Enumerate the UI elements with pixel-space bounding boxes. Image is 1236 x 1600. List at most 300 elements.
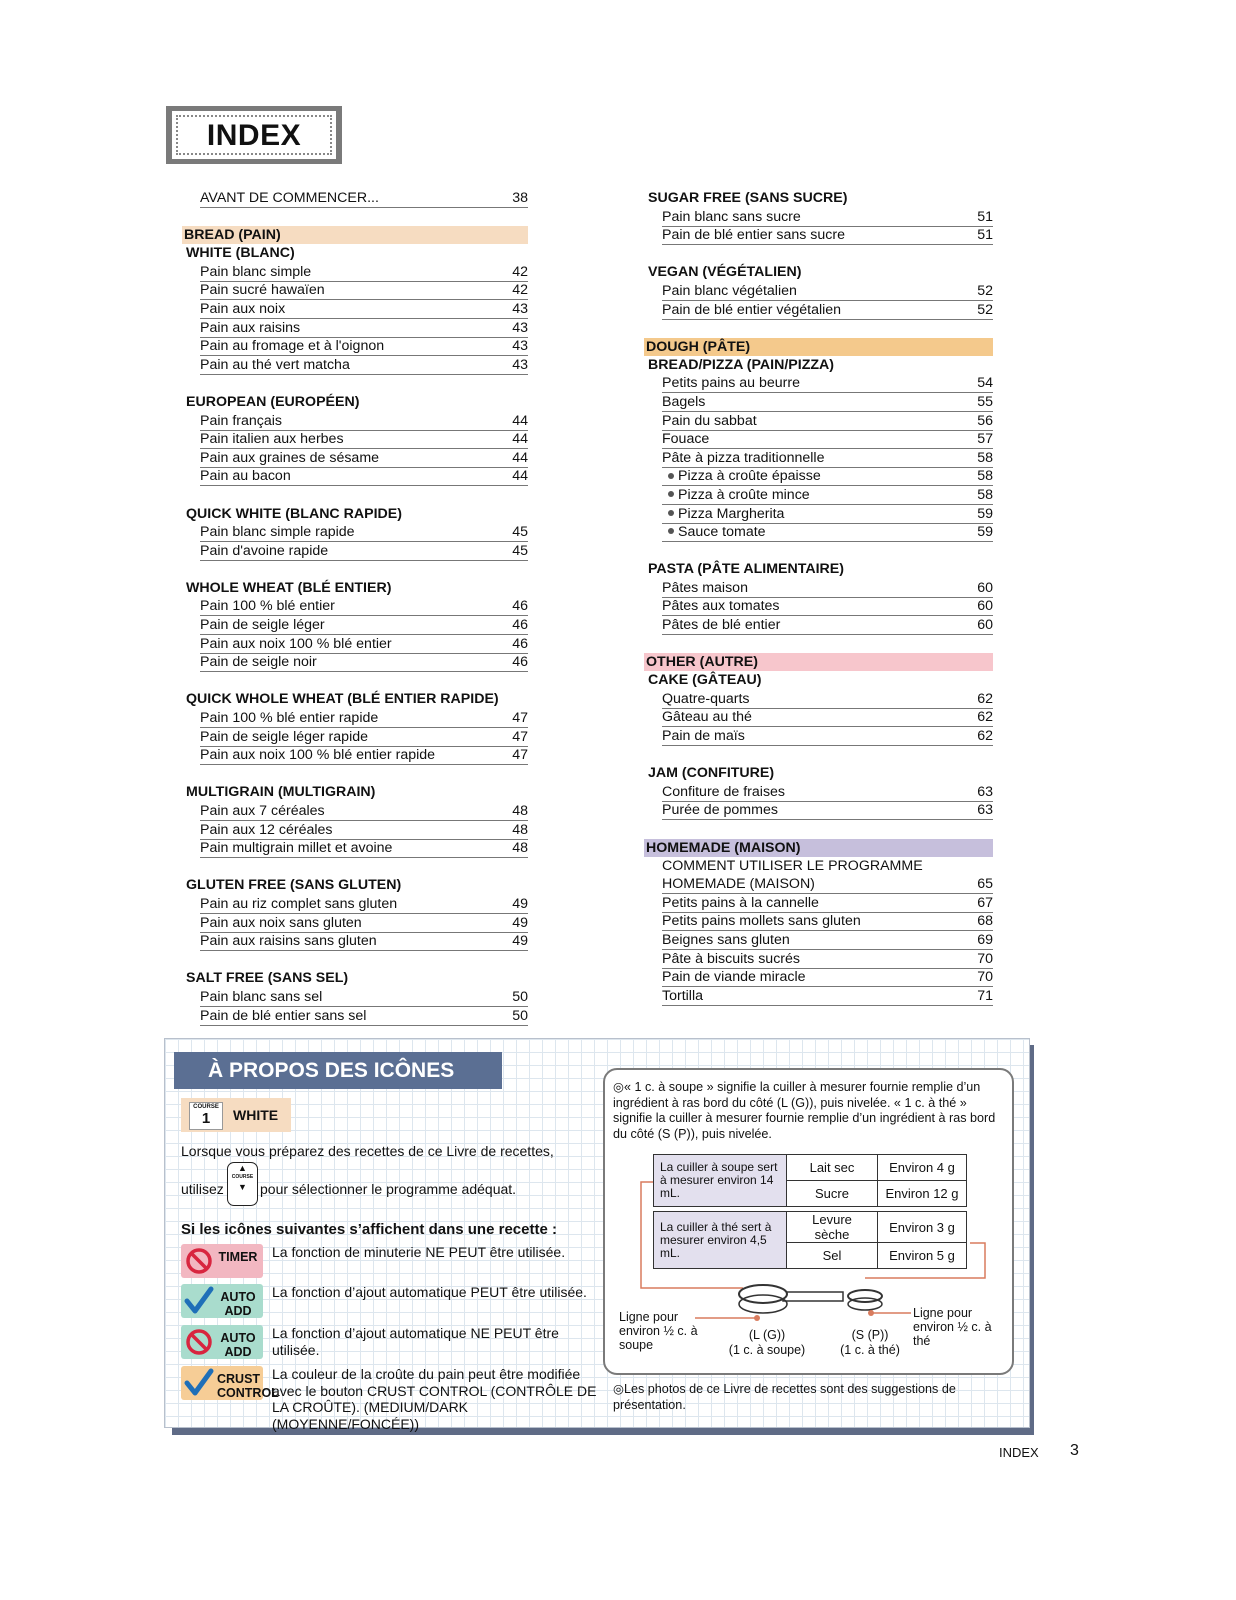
index-row [648,226,993,245]
index-entry [662,912,993,931]
ingredient-name: Sel [787,1243,878,1269]
index-entry [200,802,528,821]
spacer [648,746,993,765]
entry-page: 47 [512,728,528,745]
spoon-note-text: « 1 c. à soupe » signifie la cuiller à mesurer fournie remplie d’un ingrédient à ras bord du côté (L (G)), puis nivelée. « 1 c. à thé » signifie la cuiller à mesurer fournie remplie d’un ingrédient à ras bord du côté (S (P)), puis nivelée. [613,1080,996,1141]
index-entry [662,579,993,598]
index-entry-label-line: COMMENT UTILISER LE PROGRAMME [662,857,923,874]
entry-label: Bagels [662,393,706,410]
entry-page: 68 [977,913,993,930]
entry-page: 50 [512,988,528,1005]
index-row [648,282,993,301]
course-badge [181,1098,291,1132]
icon-badge-crust-control [181,1366,279,1400]
entry-label: Pain de seigle noir [200,654,317,671]
spoon-description: La cuiller à thé sert à mesurer environ 4,5 mL. [654,1212,787,1269]
entry-label: Pain italien aux herbes [200,431,344,448]
entry-page: 46 [512,617,528,634]
entry-label: AVANT DE COMMENCER... [200,190,379,206]
index-row [648,467,993,486]
entry-page: 45 [512,524,528,541]
page-title: INDEX [206,119,302,152]
index-entry [662,430,993,449]
ingredient-weight: Environ 4 g [878,1155,967,1181]
section-header: HOMEMADE (MAISON) [644,839,993,857]
icons-subtitle: Si les icônes suivantes s’affichent dans une recette : [181,1221,557,1238]
entry-label-text: Pizza à croûte mince [678,486,810,503]
index-row [648,208,993,227]
icon-badge-timer [181,1244,263,1278]
index-row [186,300,528,319]
entry-page: 58 [977,449,993,466]
entry-page: 42 [512,282,528,299]
section-header: DOUGH (PÂTE) [644,338,993,356]
entry-label: HOMEMADE (MAISON) [662,876,815,893]
entry-page: 48 [512,821,528,838]
icon-badge-label: AUTO ADD [220,1290,256,1318]
entry-label: Pain du sabbat [662,412,757,429]
index-row [648,505,993,524]
entry-label: Pain aux noix [200,300,286,317]
footer-section: INDEX [999,1445,1039,1460]
entry-page: 70 [977,969,993,986]
category-heading: QUICK WHITE (BLANC RAPIDE) [186,505,402,522]
entry-page: 44 [512,412,528,429]
index-row [186,653,528,672]
connector-large [641,1182,743,1288]
entry-page: 57 [977,431,993,448]
index-entry [200,914,528,933]
entry-label: Purée de pommes [662,802,778,819]
icons-intro-2b: pour sélectionner le programme adéquat. [260,1181,517,1197]
circle-mark-icon: ◎ [613,1382,624,1396]
index-row [186,337,528,356]
entry-label: Confiture de fraises [662,783,786,800]
page-number: 3 [1070,1442,1079,1459]
spacer [186,858,528,877]
entry-label: Petits pains mollets sans gluten [662,913,861,930]
entry-label: Pâte à pizza traditionnelle [662,449,825,466]
index-entry [200,189,528,208]
index-entry [200,597,528,616]
entry-page: 54 [977,375,993,392]
entry-label: Pâtes aux tomates [662,598,780,615]
entry-label: Pain de blé entier sans sel [200,1007,367,1024]
index-entry [662,467,993,486]
entry-label: Pâtes de blé entier [662,617,781,634]
entry-page: 44 [512,449,528,466]
checkmark-icon [184,1286,214,1316]
index-entry [200,449,528,468]
entry-page: 48 [512,840,528,857]
index-entry [662,616,993,635]
section-header: BREAD (PAIN) [182,226,528,244]
category-heading: EUROPEAN (EUROPÉEN) [186,393,360,410]
large-spoon-bowl [739,1285,787,1303]
index-title-box [166,106,342,164]
entry-page: 38 [512,190,528,206]
index-row [186,728,528,747]
entry-label-text: Pizza Margherita [678,505,785,522]
category-heading: QUICK WHOLE WHEAT (BLÉ ENTIER RAPIDE) [186,691,499,708]
index-entry [200,300,528,319]
index-row [186,895,528,914]
entry-page: 46 [512,654,528,671]
entry-label: Pain de blé entier végétalien [662,301,842,318]
index-row [648,412,993,431]
checkmark-icon [184,1368,214,1398]
bullet-icon [668,491,674,497]
entry-page: 62 [977,728,993,745]
index-entry [662,801,993,820]
index-entry [200,709,528,728]
index-left-column [186,189,528,1025]
ingredient-name: Lait sec [787,1155,878,1181]
index-row [186,356,528,375]
entry-page: 52 [977,282,993,299]
spacer [186,486,528,505]
spoon-handle [783,1292,843,1301]
index-entry [200,653,528,672]
bullet-icon [668,473,674,479]
index-entry [200,356,528,375]
index-entry [662,783,993,802]
icon-description: La fonction d’ajout automatique NE PEUT être utilisée. [272,1325,559,1358]
entry-label: Pain 100 % blé entier [200,598,335,615]
entry-label: Pain aux raisins sans gluten [200,933,377,950]
index-entry [662,950,993,969]
course-number: 1 [201,1110,211,1127]
entry-label: Pain au thé vert matcha [200,356,350,373]
index-entry [200,319,528,338]
entry-label: Pain aux noix 100 % blé entier rapide [200,747,436,764]
index-row [648,449,993,468]
index-entry [200,281,528,300]
index-entry [200,932,528,951]
entry-page: 44 [512,468,528,485]
entry-page: 47 [512,710,528,727]
index-entry [662,412,993,431]
entry-page: 43 [512,319,528,336]
index-row [648,708,993,727]
ingredient-weight: Environ 12 g [878,1181,967,1207]
entry-label: Pain français [200,412,283,429]
index-row [186,914,528,933]
index-row [648,894,993,913]
index-row [186,839,528,858]
entry-label: Pâtes maison [662,579,748,596]
icon-badge-auto-add [181,1325,263,1359]
spoon-description: La cuiller à soupe sert à mesurer environ 14 mL. [654,1155,787,1207]
entry-label: Petits pains à la cannelle [662,894,819,911]
index-row [648,950,993,969]
index-row [186,746,528,765]
index-row [186,412,528,431]
entry-page: 65 [977,876,993,893]
small-spoon-label [830,1328,910,1358]
icons-panel-title: À PROPOS DES ICÔNES [174,1052,502,1089]
spacer [648,245,993,264]
course-button-icon: ▲ COURSE ▼ [227,1162,258,1206]
index-row [186,802,528,821]
entry-page: 51 [977,208,993,225]
index-entry [662,282,993,301]
entry-page: 42 [512,263,528,280]
entry-label: Pain de viande miracle [662,969,806,986]
entry-label: Pain de seigle léger rapide [200,728,368,745]
index-row [648,616,993,635]
entry-page: 60 [977,598,993,615]
category-heading: JAM (CONFITURE) [648,765,775,782]
prohibited-icon [185,1247,213,1275]
index-row [648,727,993,746]
entry-page: 60 [977,579,993,596]
entry-label: Pain blanc sans sel [200,988,323,1005]
icon-description: La fonction d’ajout automatique PEUT être utilisée. [272,1284,587,1300]
photo-note-text: Les photos de ce Livre de recettes sont des suggestions de présentation. [613,1382,956,1412]
entry-page: 63 [977,783,993,800]
index-entry [200,728,528,747]
index-row [186,189,528,208]
index-entry [662,449,993,468]
index-entry [662,486,993,505]
large-spoon-label [722,1328,812,1358]
entry-label: Pain au fromage et à l'oignon [200,338,385,355]
index-entry [200,263,528,282]
index-entry [662,505,993,524]
small-spoon-measure: (1 c. à thé) [840,1343,900,1357]
spacer [186,951,528,970]
index-entry [200,337,528,356]
section-header: OTHER (AUTRE) [644,653,993,671]
index-entry [662,894,993,913]
entry-label: Pain blanc végétalien [662,282,797,299]
small-spoon-size: (S (P)) [851,1328,889,1342]
category-heading: MULTIGRAIN (MULTIGRAIN) [186,784,376,801]
spacer [186,374,528,393]
entry-label: Pâte à biscuits sucrés [662,950,800,967]
entry-page: 55 [977,393,993,410]
entry-page: 45 [512,542,528,559]
entry-page: 52 [977,301,993,318]
spoon-note [613,1080,998,1142]
index-entry [200,542,528,561]
spacer [186,560,528,579]
photo-note [613,1382,1008,1413]
index-row [648,801,993,820]
entry-label: Pain d'avoine rapide [200,542,329,559]
entry-page: 47 [512,747,528,764]
entry-label: Pain au riz complet sans gluten [200,895,398,912]
icon-badge-auto-add [181,1284,263,1318]
course-name: WHITE [233,1107,279,1123]
icon-badge-label: CRUST CONTROL [217,1372,279,1400]
entry-page: 43 [512,356,528,373]
index-entry [200,467,528,486]
index-row [186,467,528,486]
entry-page: 49 [512,933,528,950]
entry-label-text: Sauce tomate [678,524,766,541]
bullet-icon [668,510,674,516]
entry-page: 67 [977,894,993,911]
course-label: COURSE [193,1104,219,1110]
index-row [186,263,528,282]
category-heading: WHOLE WHEAT (BLÉ ENTIER) [186,579,392,596]
entry-page: 43 [512,338,528,355]
entry-page: 58 [977,468,993,485]
category-heading: PASTA (PÂTE ALIMENTAIRE) [648,561,844,578]
icons-intro-2a: utilisez [181,1181,224,1197]
spacer [648,542,993,561]
index-row [648,931,993,950]
index-row [186,430,528,449]
category-heading: WHITE (BLANC) [186,245,295,262]
index-entry [662,301,993,320]
ingredient-name: Levure sèche [787,1212,878,1243]
category-heading: VEGAN (VÉGÉTALIEN) [648,264,802,281]
ingredient-weight: Environ 3 g [878,1212,967,1243]
index-row [648,968,993,987]
line-label-right: Ligne pour environ ½ c. à thé [913,1306,992,1348]
entry-page: 69 [977,931,993,948]
entry-label: Pain aux graines de sésame [200,449,380,466]
index-entry [662,968,993,987]
line-label-left: Ligne pour environ ½ c. à soupe [619,1310,698,1352]
index-entry [662,690,993,709]
category-heading: CAKE (GÂTEAU) [648,672,762,689]
index-right-column [648,189,993,1005]
index-entry [662,374,993,393]
entry-label: Pain aux raisins [200,319,301,336]
index-entry [200,635,528,654]
category-heading: SUGAR FREE (SANS SUCRE) [648,190,848,206]
category-heading: GLUTEN FREE (SANS GLUTEN) [186,877,402,894]
entry-page: 43 [512,300,528,317]
entry-page: 51 [977,227,993,244]
circle-mark-icon: ◎ [613,1080,624,1094]
entry-label: Pain de blé entier sans sucre [662,227,845,244]
index-entry [662,727,993,746]
index-entry [662,226,993,245]
large-spoon-size: (L (G)) [748,1328,786,1342]
entry-label: Pain aux 12 céréales [200,821,333,838]
entry-page: 58 [977,486,993,503]
index-row [648,301,993,320]
large-spoon-measure: (1 c. à soupe) [728,1343,806,1357]
index-row [186,523,528,542]
prohibited-icon [185,1328,213,1356]
entry-label: Fouace [662,431,710,448]
entry-label: Pain de maïs [662,728,745,745]
spacer [648,820,993,839]
index-row [648,987,993,1006]
entry-label-text: Pizza à croûte épaisse [678,468,821,485]
entry-page: 62 [977,690,993,707]
index-row [648,486,993,505]
index-row [648,690,993,709]
entry-label: Gâteau au thé [662,709,752,726]
entry-page: 49 [512,914,528,931]
entry-label: Pain au bacon [200,468,291,485]
index-entry [662,931,993,950]
index-row [186,449,528,468]
index-entry [662,987,993,1006]
entry-label: Pain de seigle léger [200,617,325,634]
icons-intro-1: Lorsque vous préparez des recettes de ce Livre de recettes, [181,1143,554,1159]
index-row [648,430,993,449]
index-entry [662,523,993,542]
index-row [186,821,528,840]
entry-label: Pain blanc simple rapide [200,524,355,541]
bullet-icon [668,528,674,534]
index-row [186,542,528,561]
entry-label: Pain blanc sans sucre [662,208,801,225]
index-entry [200,988,528,1007]
index-row [648,523,993,542]
index-entry [200,616,528,635]
index-entry [662,708,993,727]
index-row [648,393,993,412]
entry-label: Pain aux noix sans gluten [200,914,362,931]
entry-page: 44 [512,431,528,448]
entry-page: 46 [512,598,528,615]
index-row [186,1007,528,1026]
index-row [648,374,993,393]
ingredient-weight: Environ 5 g [878,1243,967,1269]
index-entry [200,412,528,431]
icon-description: La fonction de minuterie NE PEUT être utilisée. [272,1244,566,1260]
entry-page: 70 [977,950,993,967]
entry-label: Pain aux 7 céréales [200,803,325,819]
entry-label [662,467,821,485]
entry-label [662,486,810,504]
index-entry [200,895,528,914]
index-entry [662,393,993,412]
entry-label [662,523,766,541]
entry-label: Tortilla [662,987,703,1004]
index-entry [200,839,528,858]
index-row [648,783,993,802]
entry-label: Pain aux noix 100 % blé entier [200,635,392,652]
index-row [186,319,528,338]
entry-page: 62 [977,709,993,726]
index-entry [200,821,528,840]
index-entry [200,430,528,449]
index-row [186,616,528,635]
category-heading: BREAD/PIZZA (PAIN/PIZZA) [648,356,835,373]
entry-page: 49 [512,895,528,912]
spacer [648,319,993,338]
entry-page: 63 [977,802,993,819]
index-row [186,281,528,300]
entry-page: 46 [512,635,528,652]
index-row [186,635,528,654]
index-entry [200,523,528,542]
entry-label: Petits pains au beurre [662,375,801,392]
index-entry [662,597,993,616]
index-entry [662,875,993,894]
entry-page: 48 [512,803,528,819]
entry-page: 56 [977,412,993,429]
entry-page: 71 [977,987,993,1004]
course-button-label: COURSE [231,1174,254,1180]
index-row [648,912,993,931]
entry-label: Quatre-quarts [662,690,750,707]
spacer [186,672,528,691]
index-row [648,579,993,598]
spacer [648,635,993,654]
entry-label: Pain 100 % blé entier rapide [200,710,379,727]
